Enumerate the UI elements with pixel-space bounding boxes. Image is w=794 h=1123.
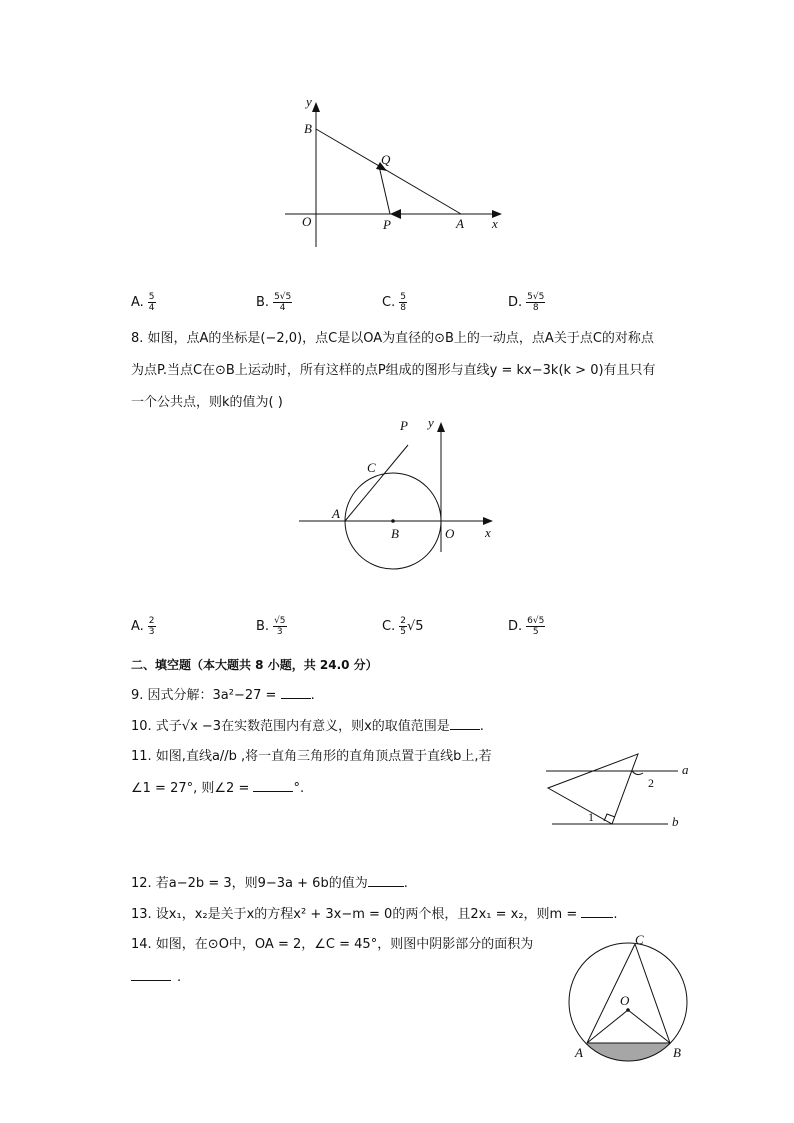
q8-line-2: 为点P.当点C在⊙B上运动时，所有这样的点P组成的图形与直线y = kx−3k(k > 0)有且只有 xyxy=(131,363,656,378)
fig8-label-x: x xyxy=(485,525,491,540)
q8-option-a: A. $\frac{2}{3}$ xyxy=(131,616,155,637)
q7-option-a: A. $\frac{5}{4}$ xyxy=(131,292,155,313)
fig14-label-A: A xyxy=(575,1045,583,1060)
fig14-label-O: O xyxy=(620,993,630,1008)
q8-line-3: 一个公共点，则k的值为( ) xyxy=(131,395,283,410)
q8-option-b-letter: B. xyxy=(256,619,270,634)
q11-figure xyxy=(544,748,694,836)
q13-text: 13. 设x₁，x₂是关于x的方程x² + 3x−m = 0的两个根，且2x₁ = x₂，则m = xyxy=(131,907,582,922)
section-2-header: 二、填空题（本大题共 8 小题，共 24.0 分） xyxy=(131,658,378,672)
q9 xyxy=(131,686,315,705)
q10-answer-blank[interactable] xyxy=(450,717,480,730)
fig7-label-y: y xyxy=(306,94,312,109)
fig14-label-C: C xyxy=(635,932,644,947)
q12 xyxy=(131,874,408,893)
q8-figure xyxy=(296,412,506,602)
q8-option-d-letter: D. xyxy=(508,619,523,634)
q13-answer-blank[interactable] xyxy=(581,905,613,918)
fig7-label-B: B xyxy=(304,121,312,136)
fig11-label-1: 1 xyxy=(588,810,594,824)
q8-option-b: B. $\frac{√5}{3}$ xyxy=(256,616,286,637)
q11-line-2-text: ∠1 = 27°, 则∠2 = xyxy=(131,781,254,796)
q8-option-c-letter: C. xyxy=(382,619,396,634)
q14-end: . xyxy=(177,970,182,985)
q12-text: 12. 若a−2b = 3，则9−3a + 6b的值为 xyxy=(131,876,368,891)
q7-option-c-letter: C. xyxy=(382,295,396,310)
q9-answer-blank[interactable] xyxy=(281,686,311,699)
q10-text: 10. 式子√x −3在实数范围内有意义，则x的取值范围是 xyxy=(131,719,450,734)
q11-answer-blank[interactable] xyxy=(253,779,293,792)
fig11-label-2: 2 xyxy=(648,776,654,790)
q13-end: . xyxy=(613,907,618,922)
q8-option-d: D. $\frac{6√5}{5}$ xyxy=(508,616,545,637)
q8-option-c-tail: √5 xyxy=(406,619,424,634)
q10 xyxy=(131,717,484,736)
fig8-label-C: C xyxy=(367,460,376,475)
fig7-label-P: P xyxy=(383,217,391,232)
q7-option-d-letter: D. xyxy=(508,295,523,310)
q14-figure xyxy=(562,930,702,1070)
q8-option-a-letter: A. xyxy=(131,619,144,634)
q8-figure-svg xyxy=(296,412,506,602)
fig7-label-A: A xyxy=(456,216,464,231)
fig8-label-A: A xyxy=(332,506,340,521)
fig11-label-b: b xyxy=(672,814,679,829)
q7-option-d: D. $\frac{5√5}{8}$ xyxy=(508,292,545,313)
q14-line-1: 14. 如图，在⊙O中，OA = 2，∠C = 45°，则图中阴影部分的面积为 xyxy=(131,937,534,952)
q9-text: 9. 因式分解：3a²−27 = xyxy=(131,688,281,703)
fig8-label-P: P xyxy=(400,418,408,433)
q7-option-b-letter: B. xyxy=(256,295,270,310)
q8-option-c: C. $\frac{2}{5}$ √5 xyxy=(382,616,424,637)
q11-line-1: 11. 如图,直线a//b ,将一直角三角形的直角顶点置于直线b上,若 xyxy=(131,749,492,764)
fig8-label-O: O xyxy=(445,526,455,541)
fig7-label-Q: Q xyxy=(381,152,391,167)
q7-figure xyxy=(280,92,510,252)
q7-option-b: B. $\frac{5√5}{4}$ xyxy=(256,292,292,313)
q12-answer-blank[interactable] xyxy=(368,874,404,887)
fig7-label-O: O xyxy=(302,214,312,229)
q14-line-2 xyxy=(131,968,181,987)
q8-line-1: 8. 如图，点A的坐标是(−2,0)，点C是以OA为直径的⊙B上的一动点，点A关于点C的对称点 xyxy=(131,331,654,346)
q13 xyxy=(131,905,618,924)
fig8-label-B: B xyxy=(391,526,399,541)
fig7-label-x: x xyxy=(492,216,498,231)
q11-end: °. xyxy=(293,781,305,796)
q11-line-2 xyxy=(131,779,304,798)
q14-figure-svg xyxy=(562,930,702,1070)
q12-end: . xyxy=(403,876,408,891)
q9-end: . xyxy=(310,688,315,703)
q7-option-c: C. $\frac{5}{8}$ xyxy=(382,292,406,313)
q10-end: . xyxy=(479,719,484,734)
fig14-label-B: B xyxy=(673,1045,681,1060)
fig8-label-y: y xyxy=(428,415,434,430)
fig11-label-a: a xyxy=(682,762,689,777)
q14-answer-blank[interactable] xyxy=(131,968,171,981)
q7-option-a-letter: A. xyxy=(131,295,144,310)
q7-figure-svg xyxy=(280,92,510,252)
